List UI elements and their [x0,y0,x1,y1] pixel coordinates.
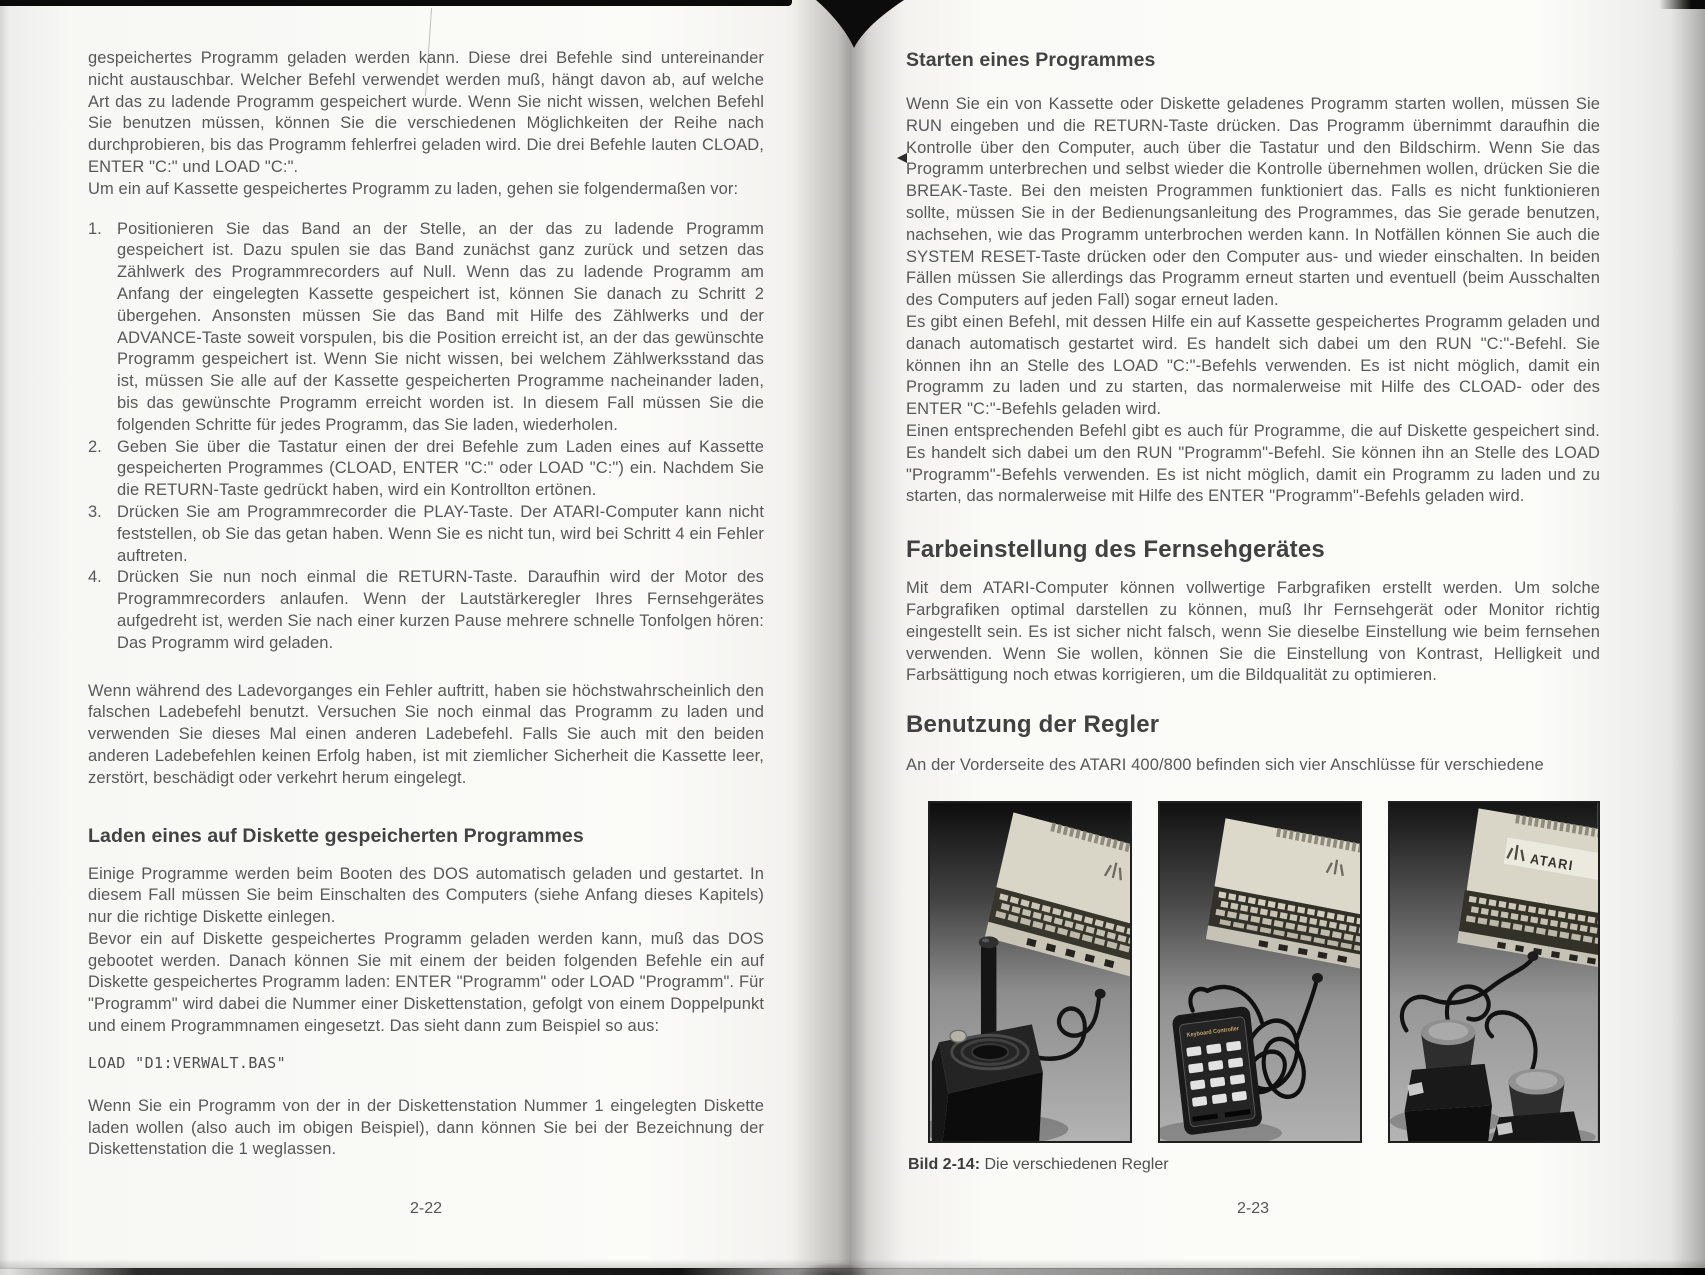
page-number-right: 2-23 [1236,1200,1270,1217]
keypad-controller [1172,1006,1263,1136]
paragraph: Es gibt einen Befehl, mit dessen Hilfe ein auf Kassette gespeichertes Programm geladen und danach automatisch gestartet wird. Es handelt sich dabei um den RUN "C:"-Befehl. Sie können ihn an Stelle des LOAD "C:"-Befehls verwenden. Es ist nicht möglich, damit ein Programm zu laden und zu starten, das normalerweise mit Hilfe des CLOAD- oder des ENTER "C:"-Befehls geladen wird. [906,312,1600,419]
scan-edge-right [1671,0,1705,1275]
book-spine-top-wedge [786,0,926,48]
joystick-photo-illustration [930,803,1130,1141]
page-number-left: 2-22 [409,1200,443,1217]
paddles-photo-illustration [1390,803,1598,1141]
step-number: 4. [88,568,102,587]
paragraph: Einige Programme werden beim Booten des DOS automatisch geladen und gestartet. In diesem Fall müssen Sie beim Einschalten des Computers (siehe Anfang dieses Kapitels) nur die richtige Diskette einlegen. [88,864,764,927]
list-item [88,437,764,502]
paragraph: Bevor ein auf Diskette gespeichertes Programm geladen werden kann, muß das DOS gebootet werden. Danach können Sie mit einem der beiden folgenden Befehle ein auf Diskette gespeichertes Programm laden: ENTER "Programm" oder LOAD "Programm". Für "Programm" wird dabei die Nummer einer Diskettenstation, gefolgt von einem Doppelpunkt und einem Programmnamen eingesetzt. Das sieht dann zum Beispiel so aus: [88,929,764,1036]
atari-computer [1458,808,1598,968]
list-item [88,219,764,437]
list-item [88,567,764,654]
section-heading-benutzung: Benutzung der Regler [906,711,1160,739]
keypad-label: Keyboard Controller [1186,1025,1240,1039]
photo-keypad-controller [1158,801,1362,1143]
scan-edge-left [0,0,9,1275]
step-number: 1. [88,219,102,238]
figure-bild-2-14 [928,801,1600,1143]
atari-logo-label: ATARI [1529,850,1576,874]
left-page [88,48,764,1161]
step-text: Drücken Sie am Programmrecorder die PLAY-Taste. Der ATARI-Computer kann nicht feststellen, ob Sie das getan haben. Wenn Sie es nicht tun, wird bei Schritt 4 ein Fehler auftreten. [117,502,764,565]
scan-edge-bottom [0,1268,1705,1275]
book-spine-shadow [792,0,904,1275]
list-item [88,502,764,567]
step-number: 2. [88,437,102,456]
figure-caption-text: Die verschiedenen Regler [984,1155,1169,1173]
cassette-loading-steps [88,219,764,655]
section-heading-starten: Starten eines Programmes [906,49,1156,71]
paragraph: An der Vorderseite des ATARI 400/800 befinden sich vier Anschlüsse für verschiedene [906,756,1544,775]
scan-edge-top [0,0,792,6]
paragraph: Wenn Sie ein Programm von der in der Diskettenstation Nummer 1 eingelegten Diskette laden wollen (also auch im obigen Beispiel), dann können Sie bei der Bezeichnung der Diskettenstation die 1 weglassen. [88,1096,764,1159]
keypad-photo-illustration [1160,803,1360,1141]
photo-paddle-controllers [1388,801,1600,1143]
step-text: Positionieren Sie das Band an der Stelle, an der das zu ladende Programm gespeichert ist. Dazu spulen sie das Band zunächst ganz zurück und setzen das Zählwerk des Programmrecorders auf Null. Wenn das zu ladende Programm am Anfang der eingelegten Kassette gespeichert ist, können Sie danach zu Schritt 2 übergehen. Ansonsten müssen Sie das Band mit Hilfe des Zählwerks und der ADVANCE-Taste soweit vorspulen, bis die Position erreicht ist, an der das gewünschte Programm gespeichert ist. Wenn Sie nicht wissen, bei welchem Zählwerksstand das ist, müssen Sie alle auf der Kassette gespeicherten Programme nacheinander laden, bis das gewünschte Programm erreicht worden ist. In diesem Fall müssen Sie die folgenden Schritte für jedes Programm, das Sie laden, wiederholen. [117,219,764,434]
section-heading-farbeinstellung: Farbeinstellung des Fernsehgerätes [906,536,1325,564]
figure-caption-label: Bild 2-14: [908,1155,981,1173]
step-text: Geben Sie über die Tastatur einen der drei Befehle zum Laden eines auf Kassette gespeicherten Programmes (CLOAD, ENTER "C:" oder LOAD "C:") ein. Nachdem Sie die RETURN-Taste gedrückt haben, wird ein Kontrollton ertönen. [117,437,764,500]
section-heading-diskette: Laden eines auf Diskette gespeicherten Programmes [88,824,584,847]
figure-caption [908,1156,1600,1174]
code-example-load-command: LOAD "D1:VERWALT.BAS" [88,1053,287,1072]
paragraph: Wenn Sie ein von Kassette oder Diskette geladenes Programm starten wollen, müssen Sie RUN eingeben und die RETURN-Taste drücken. Das Programm übernimmt daraufhin die Kontrolle über den Computer, auch über die Tastatur und den Bildschirm. Wenn Sie das Programm unterbrechen und selbst wieder die Kontrolle übernehmen wollen, drücken Sie die BREAK-Taste. Bei den meisten Programmen funktioniert das. Falls es nicht funktionieren sollte, müssen Sie in der Bedienungsanleitung des Programmes, das Sie gerade benutzen, nachsehen, wie das Programm unterbrochen werden kann. In Notfällen können Sie auch die SYSTEM RESET-Taste drücken oder den Computer aus- und wieder einschalten. In beiden Fällen müssen Sie allerdings das Programm erneut starten und eventuell (beim Ausschalten des Computers auf jeden Fall) sogar erneut laden. [906,95,1600,310]
paragraph: Einen entsprechenden Befehl gibt es auch für Programme, die auf Diskette gespeichert sind. Es handelt sich dabei um den RUN "Programm"-Befehl. Sie können ihn an Stelle des LOAD "Programm"-Befehls verwenden. Es ist nicht möglich, damit ein Programm zu laden und zu starten, das normalerweise mit Hilfe des ENTER "Programm"-Befehls geladen wird. [906,421,1600,506]
paragraph: Wenn während des Ladevorganges ein Fehler auftritt, haben sie höchstwahrscheinlich den falschen Ladebefehl benutzt. Versuchen Sie noch einmal das Programm zu laden und verwenden Sie dieses Mal einen anderen Ladebefehl. Falls Sie auch mit den beiden anderen Ladebefehlen keinen Erfolg haben, ist mit ziemlicher Sicherheit die Kassette leer, zerstört, beschädigt oder verkehrt herum eingelegt. [88,681,764,787]
photo-joystick [928,801,1132,1143]
paragraph: gespeichertes Programm geladen werden kann. Diese drei Befehle sind untereinander nicht austauschbar. Welcher Befehl verwendet werden muß, hängt davon ab, auf welche Art das zu ladende Programm gespeichert wurde. Wenn Sie nicht wissen, welchen Befehl Sie benutzen müssen, können Sie die verschiedenen Möglichkeiten der Reihe nach durchprobieren, bis das Programm fehlerfrei geladen wird. Die drei Befehle lauten CLOAD, ENTER "C:" und LOAD "C:". [88,49,764,176]
paragraph: Mit dem ATARI-Computer können vollwertige Farbgrafiken erstellt werden. Um solche Farbgrafiken optimal darstellen zu können, muß Ihr Fernsehgerät oder Monitor richtig eingestellt sein. Es ist sicher nicht falsch, wenn Sie dieselbe Einstellung wie beim fernsehen verwenden. Wenn Sie wollen, können Sie die Einstellung von Kontrast, Helligkeit und Farbsättigung noch etwas korrigieren, um die Bildqualität zu optimieren. [906,579,1600,685]
paragraph: Um ein auf Kassette gespeichertes Programm zu laden, gehen sie folgendermaßen vor: [88,179,739,198]
right-page [906,48,1600,1174]
step-text: Drücken Sie nun noch einmal die RETURN-Taste. Daraufhin wird der Motor des Programmrecorders anlaufen. Wenn der Lautstärkeregler Ihres Fernsehgerätes aufgedreht ist, werden Sie nach einer kurzen Pause mehrere schnelle Tonfolgen hören: Das Programm wird geladen. [117,568,764,652]
step-number: 3. [88,502,102,521]
